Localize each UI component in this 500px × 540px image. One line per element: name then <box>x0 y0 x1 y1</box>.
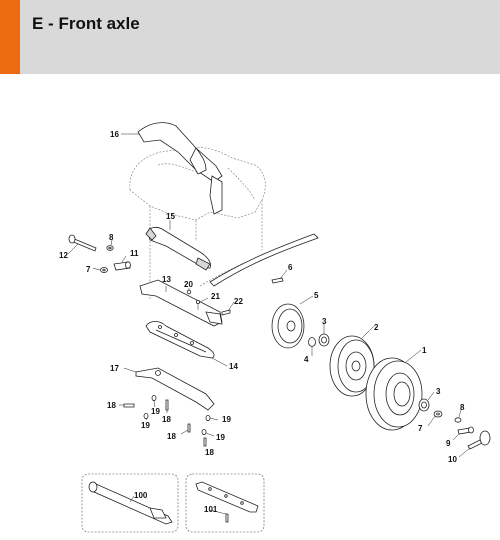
part-17-adjustment-bracket[interactable] <box>136 368 214 410</box>
part-15-axle-cover[interactable] <box>146 227 211 270</box>
callout-16: 16 <box>110 130 119 139</box>
callout-4: 4 <box>304 355 309 364</box>
callout-19: 19 <box>141 421 150 430</box>
part-18-screw-a[interactable] <box>124 404 134 407</box>
callout-17: 17 <box>110 364 119 373</box>
callout-10: 10 <box>448 455 457 464</box>
callout-101: 101 <box>204 505 218 514</box>
callout-8: 8 <box>109 233 114 242</box>
callout-3: 3 <box>436 387 441 396</box>
drive-shaft-rod <box>200 234 318 286</box>
callout-18: 18 <box>107 401 116 410</box>
part-19-washer-d[interactable] <box>202 429 206 434</box>
callout-7: 7 <box>418 424 423 433</box>
callout-8: 8 <box>460 403 465 412</box>
callout-1: 1 <box>422 346 427 355</box>
callout-19: 19 <box>222 415 231 424</box>
header-accent-stripe <box>0 0 20 74</box>
part-6-pin[interactable] <box>272 278 283 283</box>
part-14-lower-axle[interactable] <box>146 322 214 359</box>
part-11-bushing[interactable] <box>114 262 131 270</box>
callout-21: 21 <box>211 292 220 301</box>
callout-9: 9 <box>446 439 451 448</box>
part-3-bearing-inner[interactable] <box>319 334 329 346</box>
callout-18: 18 <box>162 415 171 424</box>
front-axle-diagram <box>0 74 500 540</box>
part-19-washer-c[interactable] <box>206 415 210 420</box>
part-5-hub-cap[interactable] <box>272 304 304 348</box>
callout-18: 18 <box>205 448 214 457</box>
part-4-washer[interactable] <box>309 338 316 347</box>
part-20-pin[interactable] <box>187 290 191 294</box>
part-7-washer-right[interactable] <box>434 411 442 417</box>
part-3-bearing-outer[interactable] <box>419 399 429 411</box>
part-100-front-axle-assembly[interactable] <box>89 482 172 524</box>
callout-3: 3 <box>322 317 327 326</box>
callout-labels <box>59 130 465 514</box>
part-1-tyre[interactable] <box>366 358 422 430</box>
callout-22: 22 <box>234 297 243 306</box>
callout-5: 5 <box>314 291 319 300</box>
callout-2: 2 <box>374 323 379 332</box>
part-9-screw[interactable] <box>458 427 474 434</box>
callout-18: 18 <box>167 432 176 441</box>
callout-15: 15 <box>166 212 175 221</box>
part-18-screw-b[interactable] <box>166 400 168 410</box>
part-19-washer-a[interactable] <box>152 395 156 400</box>
part-10-hub-cap[interactable] <box>468 431 490 449</box>
part-16-handle-bracket[interactable] <box>138 123 222 214</box>
part-13-axle-carrier[interactable] <box>140 280 222 326</box>
part-8-washer-left[interactable] <box>107 246 113 251</box>
page-title: E - Front axle <box>32 14 140 33</box>
part-101-axle-bar-kit[interactable] <box>196 482 258 522</box>
callout-20: 20 <box>184 280 193 289</box>
callout-6: 6 <box>288 263 293 272</box>
inset-box-100 <box>82 474 178 532</box>
part-19-washer-b[interactable] <box>144 413 148 418</box>
part-18-screw-d[interactable] <box>204 438 206 446</box>
callout-100: 100 <box>134 491 148 500</box>
callout-12: 12 <box>59 251 68 260</box>
header-bar <box>0 0 500 74</box>
part-7-washer-left[interactable] <box>101 267 108 272</box>
callout-13: 13 <box>162 275 171 284</box>
callout-19: 19 <box>151 407 160 416</box>
callout-14: 14 <box>229 362 238 371</box>
callout-11: 11 <box>130 249 139 258</box>
inset-box-101 <box>186 474 264 532</box>
callout-7: 7 <box>86 265 91 274</box>
part-18-screw-c[interactable] <box>188 424 190 432</box>
part-8-washer-right[interactable] <box>455 418 461 422</box>
part-22-screw[interactable] <box>222 310 230 315</box>
callout-19: 19 <box>216 433 225 442</box>
leader-lines <box>68 134 470 514</box>
